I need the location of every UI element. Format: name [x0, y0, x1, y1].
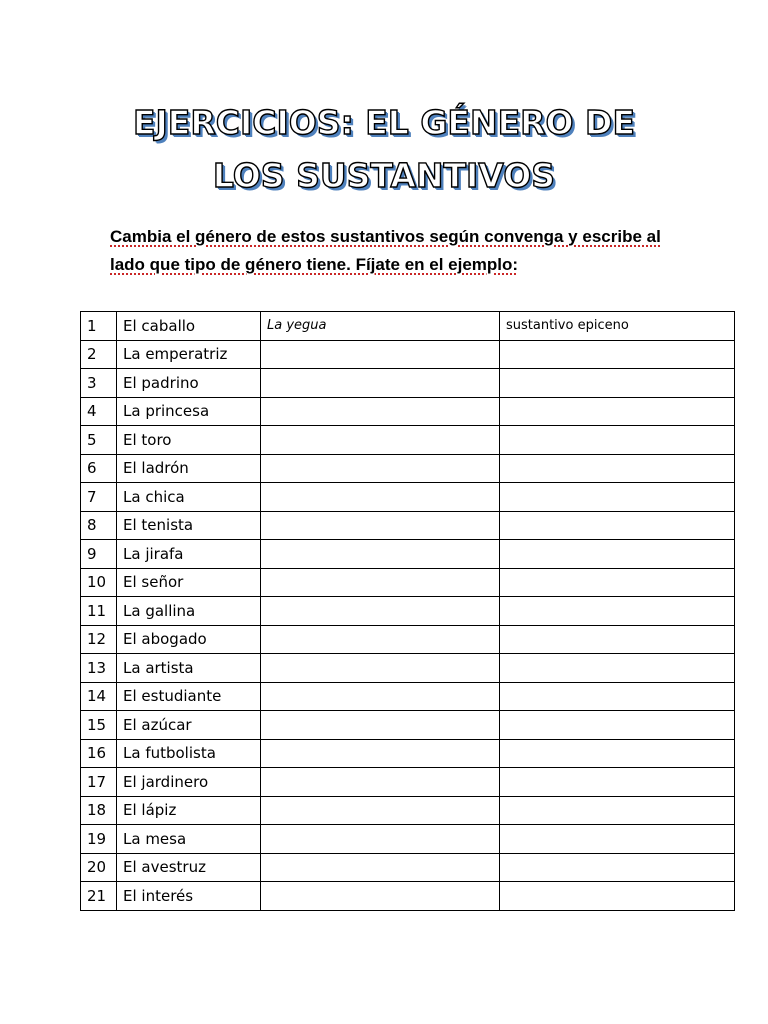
- answer-cell[interactable]: [261, 853, 500, 882]
- table-row: [81, 568, 735, 597]
- row-number: 14: [81, 682, 117, 711]
- table-row: [81, 825, 735, 854]
- table-row: [81, 654, 735, 683]
- gender-type-cell[interactable]: [500, 739, 735, 768]
- gender-type-cell[interactable]: [500, 340, 735, 369]
- table-row: [81, 511, 735, 540]
- row-number: 4: [81, 397, 117, 426]
- answer-cell[interactable]: [261, 369, 500, 398]
- table-row: [81, 796, 735, 825]
- noun-cell: La chica: [117, 483, 261, 512]
- table-row: [81, 597, 735, 626]
- answer-cell[interactable]: La yegua: [261, 312, 500, 341]
- noun-cell: El tenista: [117, 511, 261, 540]
- gender-type-cell[interactable]: [500, 711, 735, 740]
- gender-type-cell[interactable]: [500, 540, 735, 569]
- answer-cell[interactable]: [261, 654, 500, 683]
- answer-cell[interactable]: [261, 796, 500, 825]
- row-number: 12: [81, 625, 117, 654]
- page-title-line-2: LOS SUSTANTIVOS: [212, 156, 556, 195]
- row-number: 15: [81, 711, 117, 740]
- noun-cell: El estudiante: [117, 682, 261, 711]
- noun-cell: El toro: [117, 426, 261, 455]
- answer-cell[interactable]: [261, 483, 500, 512]
- table-row: [81, 312, 735, 341]
- row-number: 2: [81, 340, 117, 369]
- row-number: 6: [81, 454, 117, 483]
- noun-cell: La emperatriz: [117, 340, 261, 369]
- row-number: 5: [81, 426, 117, 455]
- row-number: 1: [81, 312, 117, 341]
- row-number: 9: [81, 540, 117, 569]
- gender-type-cell[interactable]: [500, 654, 735, 683]
- answer-cell[interactable]: [261, 625, 500, 654]
- noun-cell: La mesa: [117, 825, 261, 854]
- noun-cell: El avestruz: [117, 853, 261, 882]
- noun-cell: La futbolista: [117, 739, 261, 768]
- row-number: 8: [81, 511, 117, 540]
- table-row: [81, 340, 735, 369]
- noun-cell: La princesa: [117, 397, 261, 426]
- row-number: 11: [81, 597, 117, 626]
- gender-type-cell[interactable]: [500, 882, 735, 911]
- noun-cell: La jirafa: [117, 540, 261, 569]
- row-number: 20: [81, 853, 117, 882]
- table-row: [81, 882, 735, 911]
- noun-cell: El jardinero: [117, 768, 261, 797]
- page-title: [0, 96, 768, 202]
- gender-type-cell[interactable]: [500, 568, 735, 597]
- gender-type-cell[interactable]: [500, 853, 735, 882]
- noun-cell: El abogado: [117, 625, 261, 654]
- gender-type-cell[interactable]: [500, 682, 735, 711]
- gender-type-cell[interactable]: [500, 825, 735, 854]
- instructions-line-2: lado que tipo de género tiene. Fíjate en el ejemplo:: [110, 255, 519, 274]
- answer-cell[interactable]: [261, 597, 500, 626]
- table-row: [81, 853, 735, 882]
- answer-cell[interactable]: [261, 397, 500, 426]
- answer-cell[interactable]: [261, 711, 500, 740]
- gender-type-cell[interactable]: [500, 483, 735, 512]
- row-number: 16: [81, 739, 117, 768]
- answer-cell[interactable]: [261, 540, 500, 569]
- noun-cell: La artista: [117, 654, 261, 683]
- gender-type-cell[interactable]: [500, 511, 735, 540]
- instructions: [110, 223, 710, 279]
- page-title-line-1: EJERCICIOS: EL GÉNERO DE: [132, 103, 635, 142]
- gender-type-cell[interactable]: [500, 397, 735, 426]
- table-row: [81, 711, 735, 740]
- gender-type-cell[interactable]: [500, 454, 735, 483]
- table-row: [81, 397, 735, 426]
- row-number: 13: [81, 654, 117, 683]
- table-row: [81, 682, 735, 711]
- noun-cell: El lápiz: [117, 796, 261, 825]
- row-number: 21: [81, 882, 117, 911]
- row-number: 17: [81, 768, 117, 797]
- answer-cell[interactable]: [261, 426, 500, 455]
- noun-cell: El caballo: [117, 312, 261, 341]
- gender-type-cell[interactable]: [500, 426, 735, 455]
- table-row: [81, 540, 735, 569]
- exercise-table: [80, 311, 735, 911]
- answer-cell[interactable]: [261, 739, 500, 768]
- answer-cell[interactable]: [261, 768, 500, 797]
- noun-cell: El azúcar: [117, 711, 261, 740]
- table-row: [81, 454, 735, 483]
- noun-cell: La gallina: [117, 597, 261, 626]
- answer-cell[interactable]: [261, 568, 500, 597]
- row-number: 19: [81, 825, 117, 854]
- table-row: [81, 369, 735, 398]
- table-row: [81, 768, 735, 797]
- gender-type-cell[interactable]: sustantivo epiceno: [500, 312, 735, 341]
- row-number: 3: [81, 369, 117, 398]
- table-row: [81, 483, 735, 512]
- noun-cell: El ladrón: [117, 454, 261, 483]
- noun-cell: El interés: [117, 882, 261, 911]
- instructions-line-1: Cambia el género de estos sustantivos según convenga y escribe al: [110, 227, 661, 246]
- row-number: 10: [81, 568, 117, 597]
- noun-cell: El señor: [117, 568, 261, 597]
- table-row: [81, 426, 735, 455]
- answer-cell[interactable]: [261, 511, 500, 540]
- row-number: 7: [81, 483, 117, 512]
- gender-type-cell[interactable]: [500, 625, 735, 654]
- table-row: [81, 625, 735, 654]
- answer-cell[interactable]: [261, 454, 500, 483]
- answer-cell[interactable]: [261, 825, 500, 854]
- gender-type-cell[interactable]: [500, 768, 735, 797]
- gender-type-cell[interactable]: [500, 597, 735, 626]
- exercise-table-body: [81, 312, 735, 911]
- answer-cell[interactable]: [261, 682, 500, 711]
- table-row: [81, 739, 735, 768]
- gender-type-cell[interactable]: [500, 369, 735, 398]
- row-number: 18: [81, 796, 117, 825]
- gender-type-cell[interactable]: [500, 796, 735, 825]
- answer-cell[interactable]: [261, 340, 500, 369]
- answer-cell[interactable]: [261, 882, 500, 911]
- noun-cell: El padrino: [117, 369, 261, 398]
